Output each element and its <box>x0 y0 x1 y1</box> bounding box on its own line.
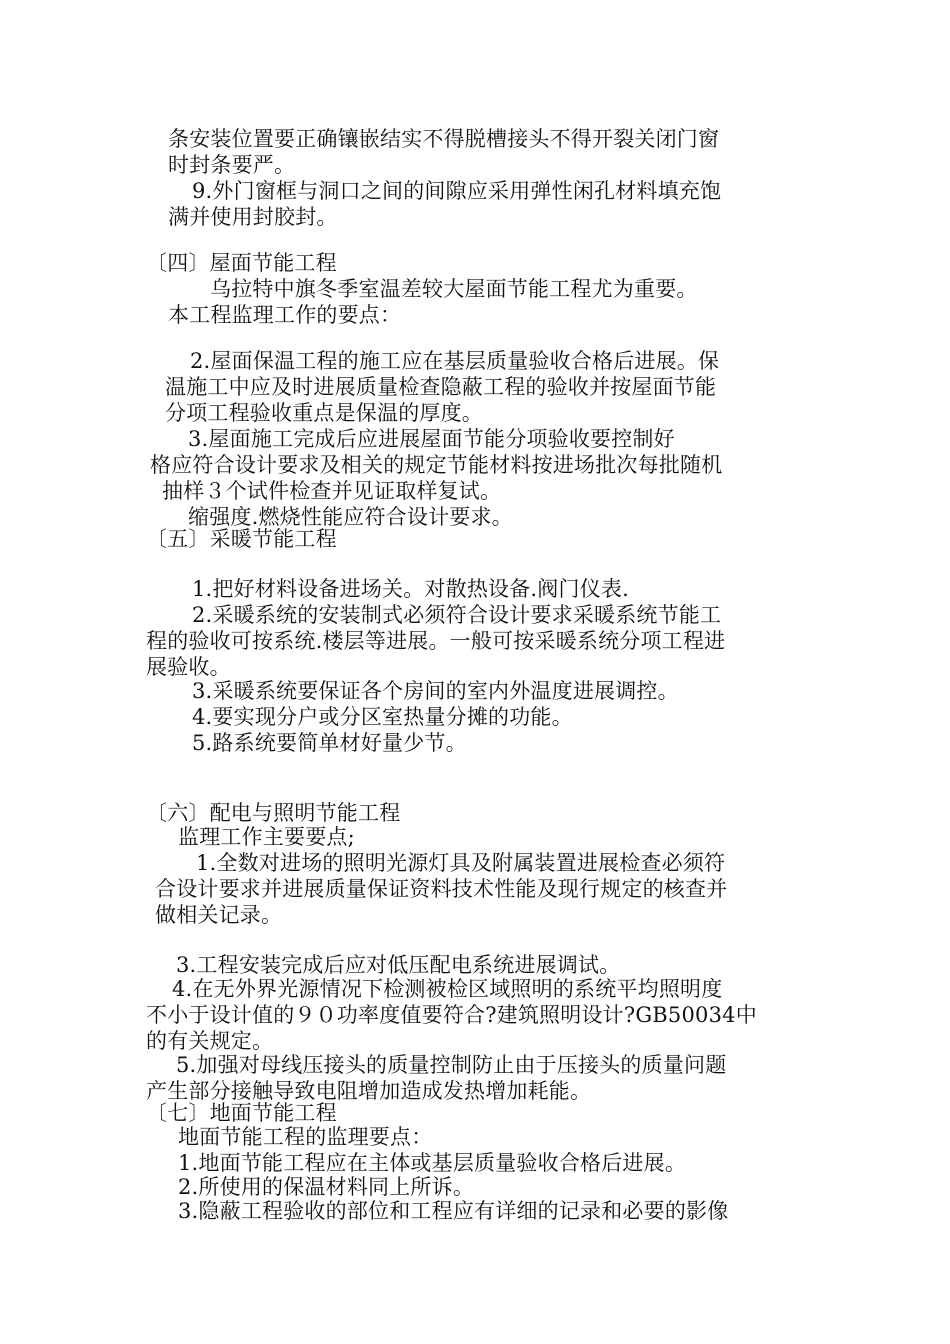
text-line: 本工程监理工作的要点： <box>168 303 402 327</box>
section-heading: 〔四〕屋面节能工程 <box>146 251 337 275</box>
text-line: 9.外门窗框与洞口之间的间隙应采用弹性闲孔材料填充饱 <box>192 179 722 203</box>
text-line: 1.全数对进场的照明光源灯具及附属装置进展检查必须符 <box>196 851 726 875</box>
text-line: 不小于设计值的９０功率度值要符合?建筑照明设计?GB50034中 <box>146 1003 757 1027</box>
text-line: 5.加强对母线压接头的质量控制防止由于压接头的质量问题 <box>176 1053 727 1077</box>
text-line: 满并使用封胶封。 <box>168 205 338 229</box>
text-line: 3.采暖系统要保证各个房间的室内外温度进展调控。 <box>192 679 679 703</box>
text-line: 分项工程验收重点是保温的厚度。 <box>165 401 483 425</box>
text-line: 的有关规定。 <box>146 1029 274 1053</box>
text-line: 2.采暖系统的安装制式必须符合设计要求采暖系统节能工 <box>192 603 722 627</box>
text-line: 3.工程安装完成后应对低压配电系统进展调试。 <box>176 953 621 977</box>
text-line: 缩强度.燃烧性能应符合设计要求。 <box>188 505 513 529</box>
text-line: 温施工中应及时进展质量检查隐蔽工程的验收并按屋面节能 <box>165 375 717 399</box>
text-line: 条安装位置要正确镶嵌结实不得脱槽接头不得开裂关闭门窗 <box>168 127 720 151</box>
text-line: 时封条要严。 <box>168 153 296 177</box>
text-line: 产生部分接触导致电阻增加造成发热增加耗能。 <box>146 1079 592 1103</box>
text-line: 4.要实现分户或分区室热量分摊的功能。 <box>192 705 573 729</box>
text-line: 程的验收可按系统.楼层等进展。一般可按采暖系统分项工程进 <box>146 629 726 653</box>
text-line: 乌拉特中旗冬季室温差较大屋面节能工程尤为重要。 <box>210 277 698 301</box>
text-line: 做相关记录。 <box>155 903 283 927</box>
text-line: 展验收。 <box>146 655 231 679</box>
text-line: 地面节能工程的监理要点： <box>178 1125 433 1149</box>
text-line: 1.把好材料设备进场关。对散热设备.阀门仪表. <box>192 577 629 601</box>
section-heading: 〔六〕配电与照明节能工程 <box>146 801 401 825</box>
section-heading: 〔七〕地面节能工程 <box>146 1101 337 1125</box>
text-line: 2.所使用的保温材料同上所诉。 <box>178 1175 475 1199</box>
text-line: 5.路系统要简单材好量少节。 <box>192 731 467 755</box>
text-line: 2.屋面保温工程的施工应在基层质量验收合格后进展。保 <box>190 349 720 373</box>
text-line: 1.地面节能工程应在主体或基层质量验收合格后进展。 <box>178 1151 687 1175</box>
text-line: 监理工作主要要点; <box>178 825 355 849</box>
text-line: 3.屋面施工完成后应进展屋面节能分项验收要控制好 <box>188 427 675 451</box>
text-line: 格应符合设计要求及相关的规定节能材料按进场批次每批随机 <box>150 453 723 477</box>
text-line: 4.在无外界光源情况下检测被检区域照明的系统平均照明度 <box>172 977 723 1001</box>
text-line: 合设计要求并进展质量保证资料技术性能及现行规定的核查并 <box>155 877 728 901</box>
section-heading: 〔五〕采暖节能工程 <box>146 527 337 551</box>
text-line: 抽样３个试件检查并见证取样复试。 <box>162 479 502 503</box>
text-line: 3.隐蔽工程验收的部位和工程应有详细的记录和必要的影像 <box>178 1199 729 1223</box>
